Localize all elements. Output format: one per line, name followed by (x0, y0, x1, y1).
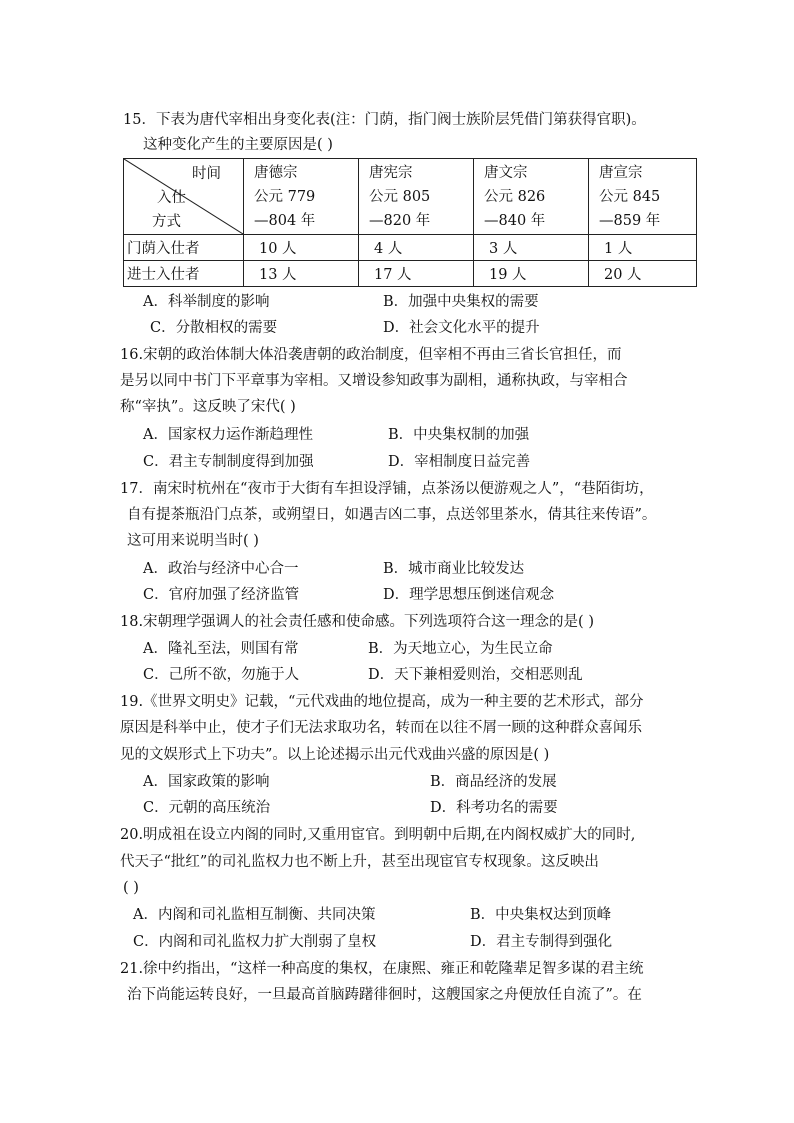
q20-line2: 代天子“批红”的司礼监权力也不断上升，甚至出现宦官专权现象。这反映出 (120, 854, 599, 870)
q15-option-d: D．社会文化水平的提升 (383, 320, 540, 336)
q17-option-b: B．城市商业比较发达 (383, 561, 525, 577)
q20-option-d: D．君主专制得到强化 (470, 934, 613, 950)
q20-line1: 20.明成祖在设立内阁的同时,又重用宦官。到明朝中后期,在内阁权威扩大的同时, (120, 827, 636, 843)
q20-option-b: B．中央集权达到顶峰 (470, 907, 612, 923)
q19-option-a: A．国家政策的影响 (143, 774, 270, 790)
table-header-dezong: 唐德宗 公元 779 —804 年 (244, 159, 359, 235)
table-header-wenzong: 唐文宗 公元 826 —840 年 (474, 159, 589, 235)
q15-option-c: C．分散相权的需要 (150, 320, 278, 336)
row-label: 进士入仕者 (124, 261, 244, 287)
q15-line1: 15．下表为唐代宰相出身变化表(注：门荫，指门阀士族阶层凭借门第获得官职)。 (123, 112, 646, 128)
q17-option-d: D．理学思想压倒迷信观念 (383, 587, 555, 603)
corner-mode-label-2: 方式 (152, 214, 181, 230)
row-label: 门荫入仕者 (124, 235, 244, 261)
q18-option-a: A．隆礼至法，则国有常 (143, 641, 299, 657)
q16-option-a: A．国家权力运作渐趋理性 (143, 427, 313, 443)
q20-line3: ( ) (123, 880, 139, 896)
table-corner-cell (124, 159, 244, 235)
table-cell: 13 人 (244, 261, 359, 287)
table-cell: 4 人 (359, 235, 474, 261)
table-cell: 10 人 (244, 235, 359, 261)
q16-option-c: C．君主专制制度得到加强 (143, 454, 314, 470)
q19-line3: 见的文娱形式上下功夫”。以上论述揭示出元代戏曲兴盛的原因是( ) (120, 747, 550, 763)
q16-option-b: B．中央集权制的加强 (388, 427, 530, 443)
q20-option-c: C．内阁和司礼监权力扩大削弱了皇权 (133, 934, 377, 950)
q19-option-d: D．科考功名的需要 (430, 800, 558, 816)
q16-line1: 16.宋朝的政治体制大体沿袭唐朝的政治制度，但宰相不再由三省长官担任，而 (120, 347, 622, 363)
q19-option-c: C．元朝的高压统治 (143, 800, 271, 816)
q21-line2: 治下尚能运转良好，一旦最高首脑踌躇徘徊时，这艘国家之舟便放任自流了”。在 (127, 987, 642, 1003)
q15-line2: 这种变化产生的主要原因是( ) (143, 137, 333, 153)
table-cell: 19 人 (474, 261, 589, 287)
table-cell: 20 人 (589, 261, 697, 287)
q18-option-d: D．天下兼相爱则治，交相恶则乱 (368, 667, 583, 683)
q17-line1: 17．南宋时杭州在“夜市于大街有车担设浮铺，点茶汤以便游观之人”，“巷陌街坊， (120, 481, 654, 497)
table-header-xianzong: 唐宪宗 公元 805 —820 年 (359, 159, 474, 235)
q15-option-b: B．加强中央集权的需要 (383, 294, 539, 310)
table-cell: 1 人 (589, 235, 697, 261)
q18-line1: 18.宋朝理学强调人的社会责任感和使命感。下列选项符合这一理念的是( ) (120, 614, 594, 630)
q19-option-b: B．商品经济的发展 (430, 774, 557, 790)
corner-mode-label-1: 入仕 (157, 190, 186, 206)
table-cell: 17 人 (359, 261, 474, 287)
q18-option-b: B．为天地立心，为生民立命 (368, 641, 553, 657)
table-row (124, 235, 697, 261)
table-row (124, 261, 697, 287)
table-header-xuanzong: 唐宣宗 公元 845 —859 年 (589, 159, 697, 235)
table-cell: 3 人 (474, 235, 589, 261)
q21-line1: 21.徐中约指出，“这样一种高度的集权，在康熙、雍正和乾隆辈足智多谋的君主统 (120, 961, 644, 977)
q16-line3: 称“宰执”。这反映了宋代( ) (120, 399, 296, 415)
q19-line2: 原因是科举中止，使才子们无法求取功名，转而在以往不屑一顾的这种群众喜闻乐 (120, 720, 642, 736)
q20-option-a: A．内阁和司礼监相互制衡、共同决策 (133, 907, 376, 923)
corner-time-label: 时间 (192, 166, 221, 182)
q19-line1: 19.《世界文明史》记载，“元代戏曲的地位提高，成为一种主要的艺术形式，部分 (120, 694, 644, 710)
q18-option-c: C．己所不欲，勿施于人 (143, 667, 300, 683)
q15-option-a: A．科举制度的影响 (143, 294, 270, 310)
q17-option-a: A．政治与经济中心合一 (143, 561, 299, 577)
q16-option-d: D．宰相制度日益完善 (388, 454, 531, 470)
q17-line2: 自有提茶瓶沿门点茶，或朔望日，如遇吉凶二事，点送邻里茶水，倩其往来传语”。 (127, 507, 657, 523)
q15-table (123, 158, 697, 287)
q16-line2: 是另以同中书门下平章事为宰相。又增设参知政事为副相，通称执政，与宰相合 (120, 373, 628, 389)
q17-line3: 这可用来说明当时( ) (127, 533, 259, 549)
q17-option-c: C．官府加强了经济监管 (143, 587, 300, 603)
